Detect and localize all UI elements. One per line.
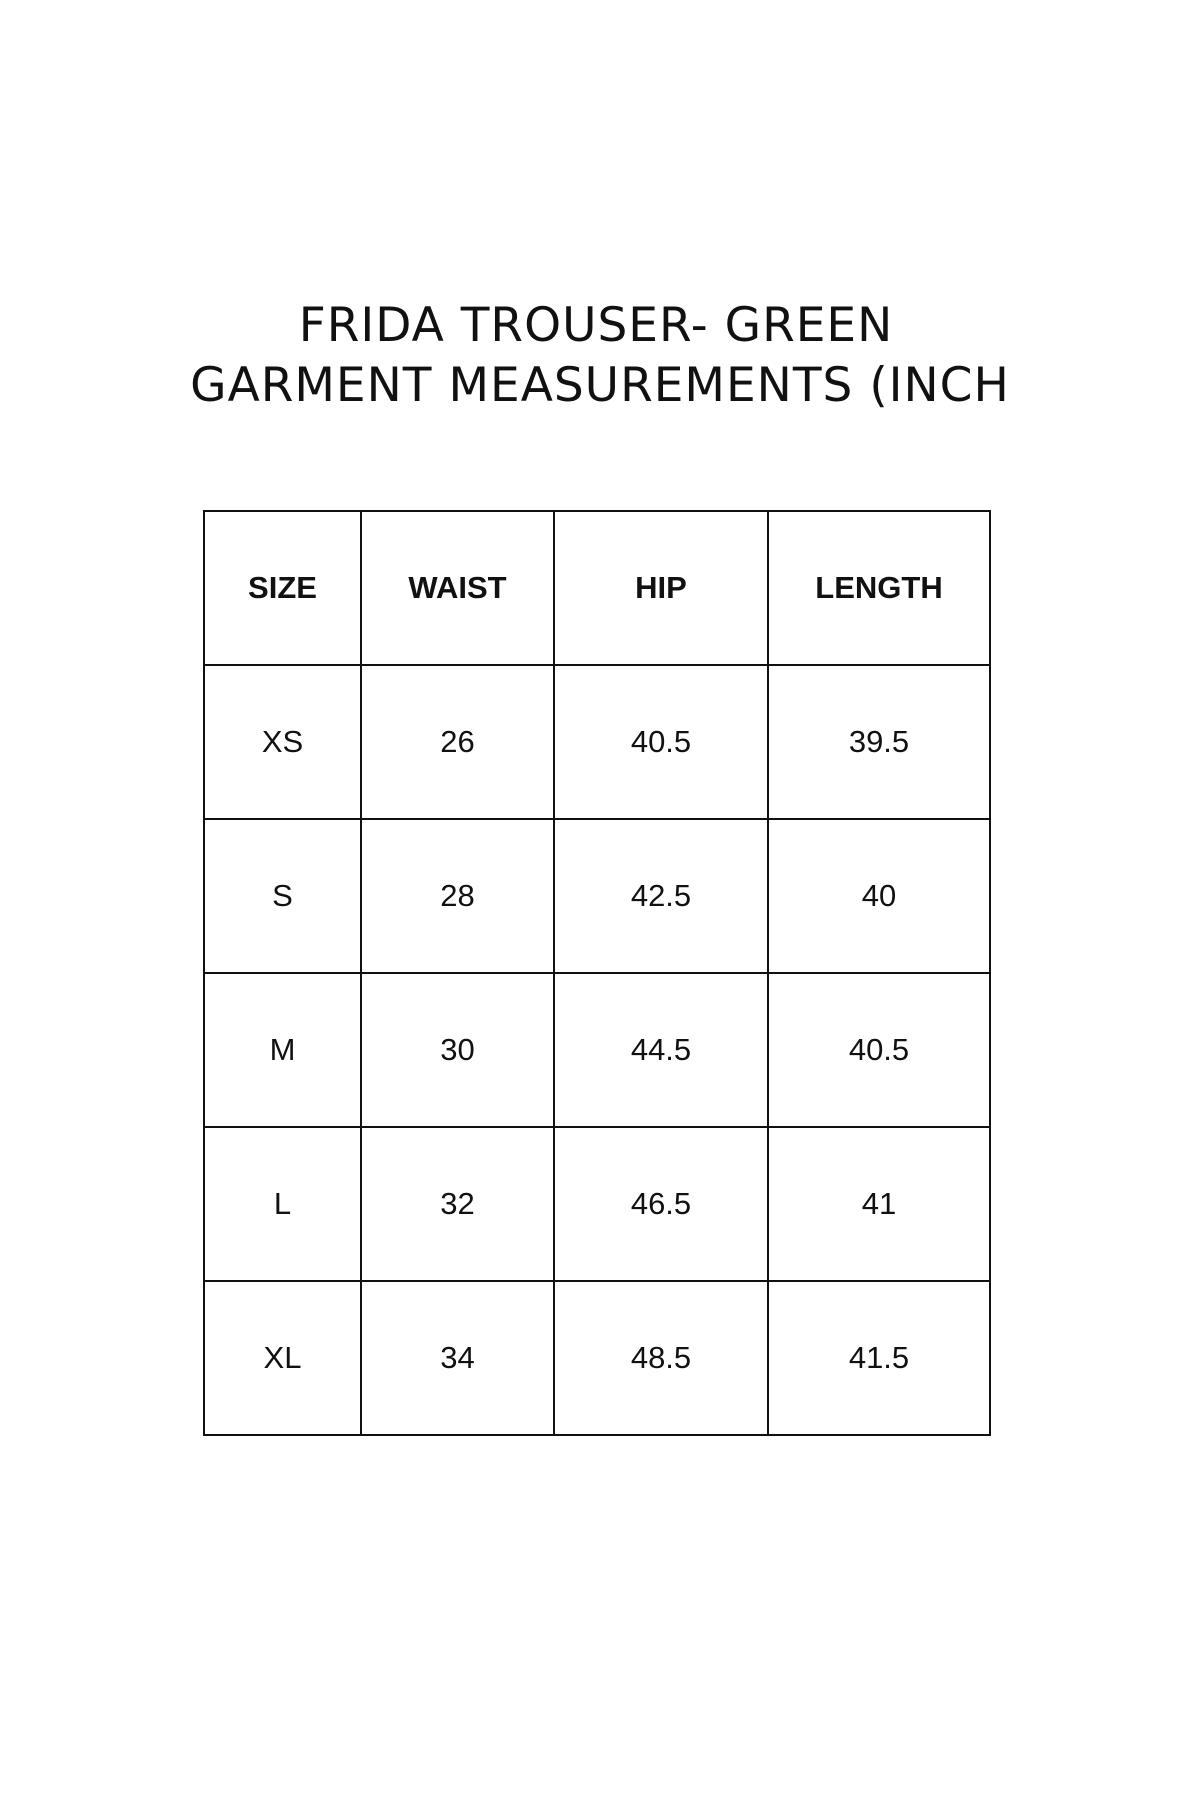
cell-waist: 28 (361, 819, 554, 973)
cell-waist: 34 (361, 1281, 554, 1435)
table-row (204, 1281, 990, 1435)
table-header-row (204, 511, 990, 665)
cell-size: XS (204, 665, 361, 819)
header-length: LENGTH (768, 511, 990, 665)
cell-length: 40 (768, 819, 990, 973)
size-chart-table (203, 510, 991, 1436)
title-product-name: FRIDA TROUSER- GREEN (298, 298, 894, 353)
cell-length: 41.5 (768, 1281, 990, 1435)
cell-hip: 42.5 (554, 819, 768, 973)
table-row (204, 819, 990, 973)
table-row (204, 665, 990, 819)
cell-waist: 30 (361, 973, 554, 1127)
table-row (204, 1127, 990, 1281)
cell-hip: 40.5 (554, 665, 768, 819)
cell-length: 41 (768, 1127, 990, 1281)
title-measurements-label: GARMENT MEASUREMENTS (INCH (190, 358, 1010, 413)
cell-size: S (204, 819, 361, 973)
cell-hip: 48.5 (554, 1281, 768, 1435)
cell-hip: 44.5 (554, 973, 768, 1127)
table-row (204, 973, 990, 1127)
cell-size: M (204, 973, 361, 1127)
cell-size: XL (204, 1281, 361, 1435)
cell-length: 40.5 (768, 973, 990, 1127)
header-hip: HIP (554, 511, 768, 665)
page-title (0, 296, 1200, 416)
cell-waist: 32 (361, 1127, 554, 1281)
header-size: SIZE (204, 511, 361, 665)
cell-hip: 46.5 (554, 1127, 768, 1281)
cell-waist: 26 (361, 665, 554, 819)
header-waist: WAIST (361, 511, 554, 665)
cell-length: 39.5 (768, 665, 990, 819)
cell-size: L (204, 1127, 361, 1281)
